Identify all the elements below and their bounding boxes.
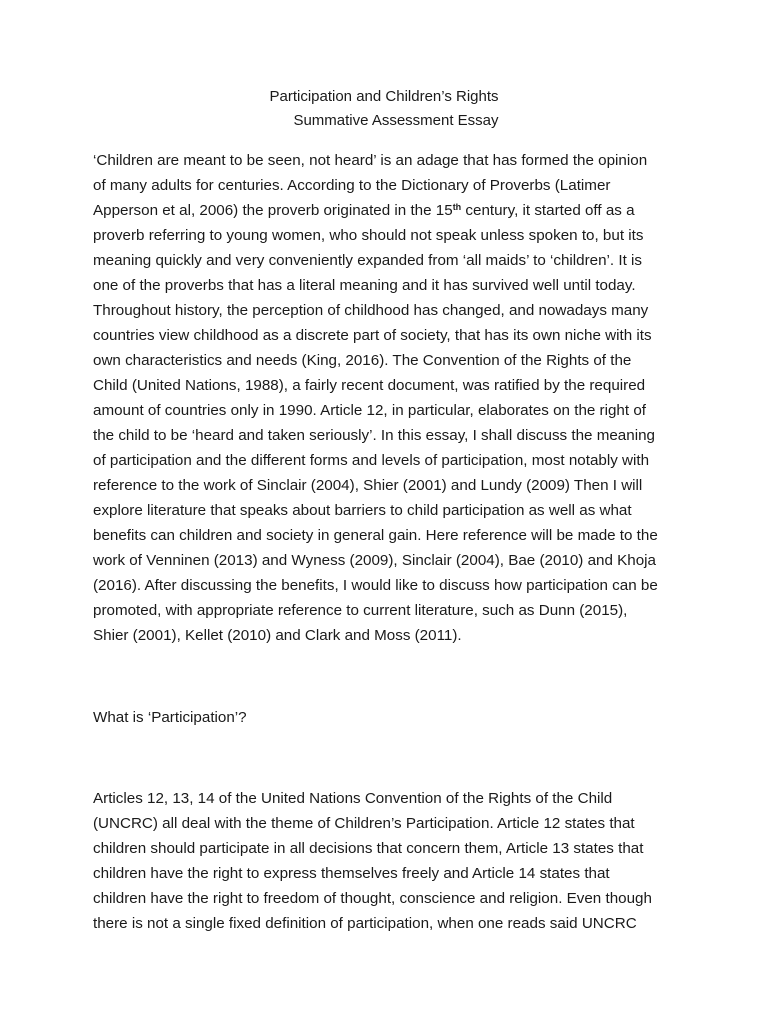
paragraph-line: of many adults for centuries. According to the Dictionary of Proverbs (Latimer [93,177,611,194]
paragraph-line: explore literature that speaks about barriers to child participation as well as what [93,502,632,519]
paragraph-line: of participation and the different forms and levels of participation, most notably with [93,452,650,469]
paragraph-line: Apperson et al, 2006) the proverb originated in the 15th century, it started off as a [93,202,635,219]
paragraph-line: reference to the work of Sinclair (2004), Shier (2001) and Lundy (2009) Then I will [93,477,643,494]
paragraph-line: countries view childhood as a discrete part of society, that has its own niche with its [93,327,652,344]
paragraph-line: (2016). After discussing the benefits, I would like to discuss how participation can be [93,577,658,594]
paragraph-line: own characteristics and needs (King, 2016). The Convention of the Rights of the [93,352,632,369]
document-title: Participation and Children’s Rights [269,88,499,105]
paragraph-line: benefits can children and society in general gain. Here reference will be made to the [93,527,658,544]
paragraph-line: there is not a single fixed definition of participation, when one reads said UNCRC [93,915,637,932]
paragraph-line: Throughout history, the perception of childhood has changed, and nowadays many [93,302,649,319]
paragraph-line: proverb referring to young women, who should not speak unless spoken to, but its [93,227,644,244]
paragraph-line: the child to be ‘heard and taken seriously’. In this essay, I shall discuss the meaning [93,427,655,444]
paragraph-line: amount of countries only in 1990. Article 12, in particular, elaborates on the right of [93,402,646,419]
paragraph-line: children have the right to freedom of thought, conscience and religion. Even though [93,890,652,907]
section-heading: What is ‘Participation’? [93,709,247,726]
paragraph-line: children should participate in all decisions that concern them, Article 13 states that [93,840,644,857]
document-subtitle: Summative Assessment Essay [293,112,499,129]
paragraph-line: Shier (2001), Kellet (2010) and Clark and Moss (2011). [93,627,462,644]
paragraph-line: Child (United Nations, 1988), a fairly recent document, was ratified by the required [93,377,646,394]
paragraph-line: meaning quickly and very conveniently expanded from ‘all maids’ to ‘children’. It is [93,252,642,269]
paragraph-line: promoted, with appropriate reference to current literature, such as Dunn (2015), [93,602,628,619]
paragraph-line: work of Venninen (2013) and Wyness (2009), Sinclair (2004), Bae (2010) and Khoja [93,552,656,569]
paragraph-line: children have the right to express themselves freely and Article 14 states that [93,865,610,882]
paragraph-line: Articles 12, 13, 14 of the United Nations Convention of the Rights of the Child [93,790,613,807]
paragraph-line: one of the proverbs that has a literal meaning and it has survived well until today. [93,277,636,294]
paragraph-line: (UNCRC) all deal with the theme of Children’s Participation. Article 12 states that [93,815,635,832]
superscript: th [452,202,462,212]
paragraph-line: ‘Children are meant to be seen, not heard’ is an adage that has formed the opinion [93,152,648,169]
